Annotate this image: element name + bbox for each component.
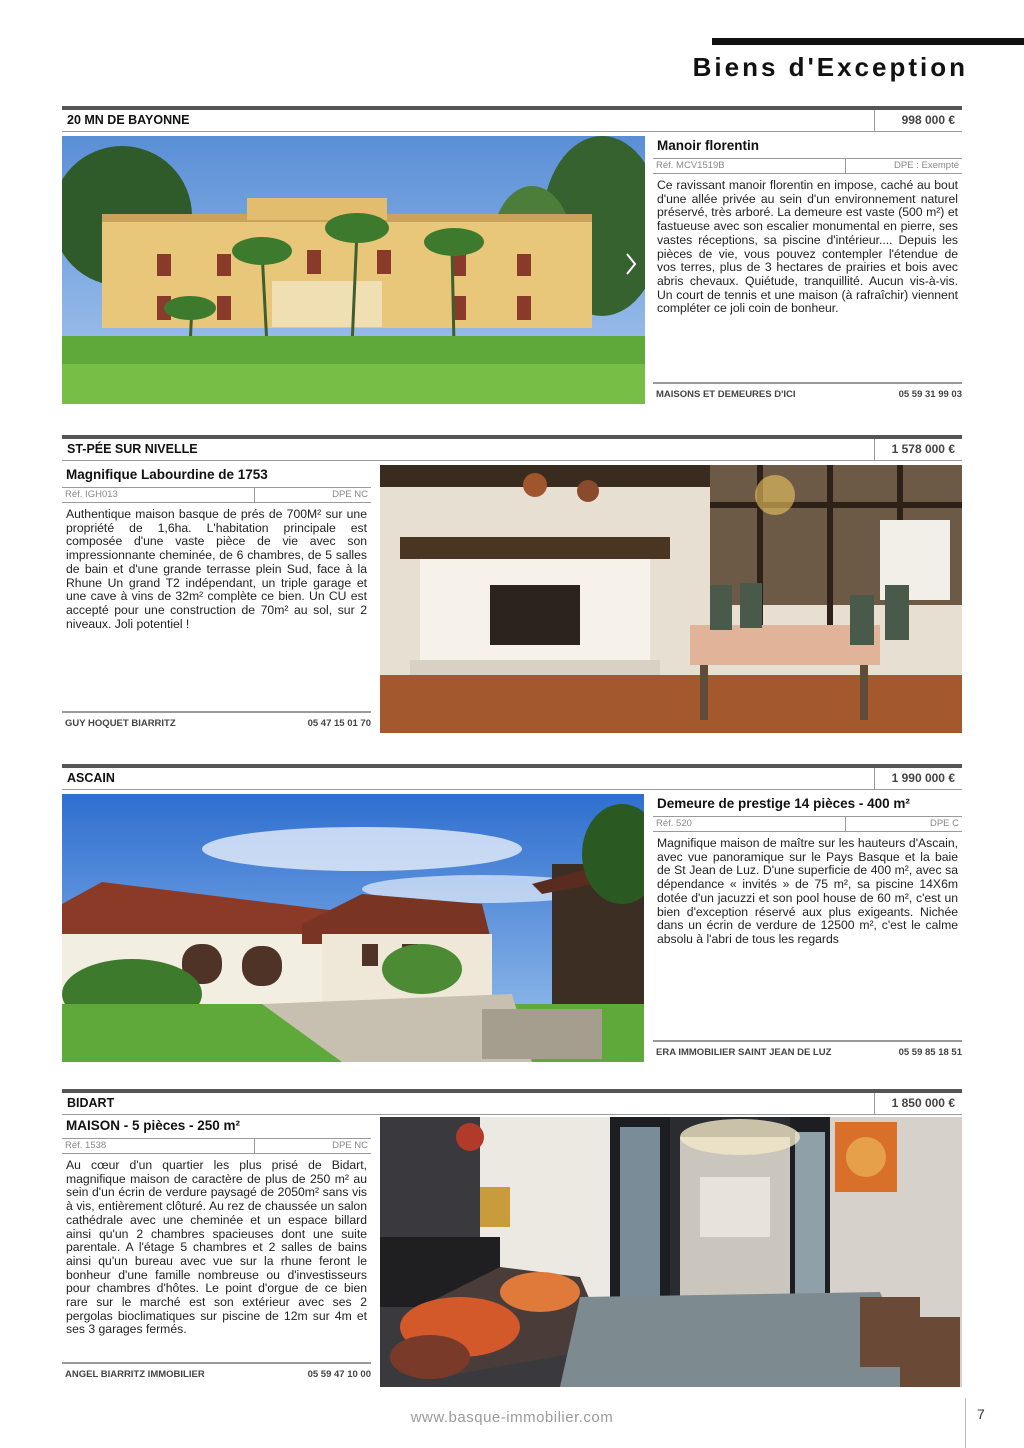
listing-phone[interactable]: 05 59 31 99 03 bbox=[898, 389, 962, 400]
listing-agency-footer bbox=[653, 382, 962, 404]
listing-location: ASCAIN bbox=[67, 771, 115, 785]
listing-ref-row bbox=[62, 1138, 371, 1154]
listing-ref: Réf. 1538 bbox=[65, 1140, 107, 1151]
listing-ref-row bbox=[653, 158, 962, 174]
listing-header bbox=[62, 110, 962, 132]
listing-dpe: DPE NC bbox=[332, 489, 368, 500]
listing-dpe: DPE C bbox=[929, 818, 959, 829]
listing-phone[interactable]: 05 59 47 10 00 bbox=[307, 1369, 371, 1380]
listing-card bbox=[62, 435, 962, 733]
header-accent-bar bbox=[712, 38, 1024, 45]
listing-ref-row bbox=[62, 487, 371, 503]
listing-dpe: DPE : Exempté bbox=[894, 160, 959, 171]
listing-agency-footer bbox=[62, 711, 371, 733]
listing-photo[interactable] bbox=[380, 465, 962, 733]
listing-description: Au cœur d'un quartier les plus prisé de Bidart, magnifique maison de caractère de plus de 250 m² au sein d'un écrin de verdure paysagé de 2050m² sans vis à vis, entièrement clôturé. Au rez de chaussée un salon cathédrale avec une cheminée et un espace billard ainsi qu'un 2 chambres spacieuses dont une suite parentale. A l'étage 5 chambres et 2 salles de bains ainsi qu'un bureau avec vue sur la rhune feront le bonheur d'une famille nombreuse ou d'investisseurs pour chambres d'hôtes. Le point d'orgue de ce bien rare sur le marché est son extérieur avec ses 2 pergolas bioclimatiques sur piscine de 12m sur 4m et ses 3 garages fermés. bbox=[66, 1158, 367, 1337]
listing-card bbox=[62, 106, 962, 404]
listing-ref-row bbox=[653, 816, 962, 832]
listing-description: Ce ravissant manoir florentin en impose, caché au bout d'une allée privée au sein d'un environnement naturel préservé, très arboré. La demeure est vaste (500 m²) et fastueuse avec son escalier monumental en pierre, ses vastes réceptions, sa piscine d'intérieur.... Depuis les pièces de vie, vous pouvez contempler l'étendue de vos terres, plus de 3 hectares de prairies et bois avec abris chevaux. Quiétude, tranquillité. Aucun vis-à-vis. Un court de tennis et une maison (à rafraîchir) viennent compléter ce joli coin de bonheur. bbox=[657, 178, 958, 316]
listing-info bbox=[653, 794, 962, 1062]
listing-location: BIDART bbox=[67, 1096, 115, 1110]
ref-divider bbox=[254, 488, 255, 502]
listing-price: 998 000 € bbox=[874, 110, 962, 132]
listing-header bbox=[62, 439, 962, 461]
page-title: Biens d'Exception bbox=[692, 52, 968, 82]
listing-dpe: DPE NC bbox=[332, 1140, 368, 1151]
listing-agency: GUY HOQUET BIARRITZ bbox=[65, 718, 176, 729]
listing-photo[interactable] bbox=[380, 1117, 962, 1387]
listing-ref: Réf. MCV1519B bbox=[656, 160, 725, 171]
listing-agency: MAISONS ET DEMEURES D'ICI bbox=[656, 389, 796, 400]
listing-phone[interactable]: 05 59 85 18 51 bbox=[898, 1047, 962, 1058]
listing-ref: Réf. 520 bbox=[656, 818, 692, 829]
listing-title: MAISON - 5 pièces - 250 m² bbox=[66, 1118, 241, 1133]
listing-description: Authentique maison basque de prés de 700M² sur une propriété de 1,6ha. L'habitation principale est composée d'une vaste pièce de vie avec son impressionnante cheminée, de 6 chambres, de 5 salles de bain et d'une grande terrasse plein Sud, face à la Rhune Un grand T2 indépendant, un triple garage et une cave à vins de 32m² complète ce bien. Un CU est accepté pour une construction de 70m² au sol, sur 2 niveaux. Joli potentiel ! bbox=[66, 507, 367, 631]
listing-agency: ANGEL BIARRITZ IMMOBILIER bbox=[65, 1369, 205, 1380]
listing-title: Demeure de prestige 14 pièces - 400 m² bbox=[657, 796, 910, 811]
listing-price: 1 578 000 € bbox=[874, 439, 962, 461]
listing-card bbox=[62, 1089, 962, 1387]
listing-photo[interactable] bbox=[62, 136, 645, 404]
listing-title: Magnifique Labourdine de 1753 bbox=[66, 467, 268, 482]
listing-description: Magnifique maison de maître sur les hauteurs d'Ascain, avec vue panoramique sur le Pays Basque et la baie de St Jean de Luz. D'une superficie de 400 m², avec sa dépendance « invités » de 75 m², sa piscine 14X6m dotée d'un jacuzzi et son pool house de 60 m², c'est un bien d'exception réservé aux plus exigeants. Nichée dans un écrin de verdure de 12500 m², c'est le calme absolu à l'abri de tous les regards bbox=[657, 836, 958, 946]
listing-photo[interactable] bbox=[62, 794, 644, 1062]
listing-ref: Réf. IGH013 bbox=[65, 489, 118, 500]
listing-price: 1 990 000 € bbox=[874, 768, 962, 790]
listing-info bbox=[653, 136, 962, 404]
listing-card bbox=[62, 764, 962, 1062]
listing-header bbox=[62, 768, 962, 790]
ref-divider bbox=[845, 817, 846, 831]
listing-agency-footer bbox=[62, 1362, 371, 1384]
listing-location: ST-PÉE SUR NIVELLE bbox=[67, 442, 198, 456]
footer-website-url[interactable]: www.basque-immobilier.com bbox=[410, 1409, 614, 1426]
ref-divider bbox=[254, 1139, 255, 1153]
ref-divider bbox=[845, 159, 846, 173]
listing-title: Manoir florentin bbox=[657, 138, 759, 153]
listing-header bbox=[62, 1093, 962, 1115]
listing-info bbox=[62, 465, 371, 733]
listing-price: 1 850 000 € bbox=[874, 1093, 962, 1115]
listing-phone[interactable]: 05 47 15 01 70 bbox=[307, 718, 371, 729]
listing-agency: ERA IMMOBILIER SAINT JEAN DE LUZ bbox=[656, 1047, 832, 1058]
listing-info bbox=[62, 1116, 371, 1384]
page-number: 7 bbox=[977, 1406, 985, 1422]
listing-agency-footer bbox=[653, 1040, 962, 1062]
listing-location: 20 MN DE BAYONNE bbox=[67, 113, 190, 127]
